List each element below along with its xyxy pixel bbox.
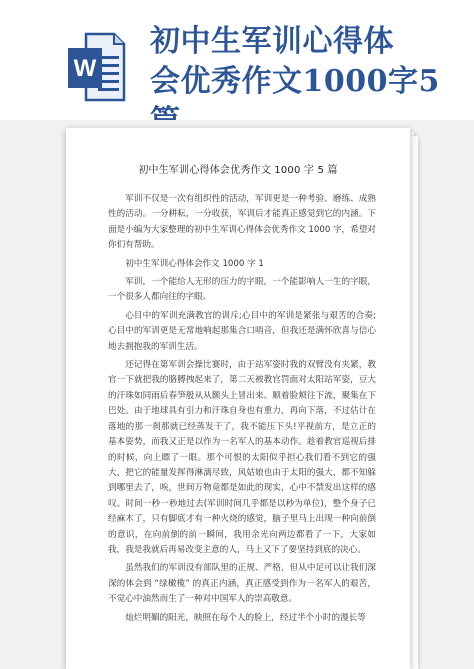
svg-text:W: W (73, 55, 97, 82)
paragraph: 虽然我们的军训没有部队里的正规、严格，但从中足可以让我们深深的体会到 “绿橄榄” 的真正内涵，真正感受到作为一名军人的艰苦，不觉心中油然而生了一种对中国军人的崇高敬意。 (108, 563, 376, 605)
document-page (66, 128, 410, 669)
header-banner (0, 0, 474, 120)
page-title: 初中生军训心得体会优秀作文 1000 字 5 篇 (138, 165, 338, 176)
title-line-1: 初中生军训心得体 (150, 24, 394, 59)
paragraph: 军训，一个能给人无形的压力的字眼，一个能影响人一生的字眼，一个很多人都向往的字眼。 (108, 277, 376, 303)
paragraph: 还记得在第军训会操比赛时，由于站军姿时我的双臂没有夹紧，教官一下就把我的胳膊拽起来了，第二天被教官罚面对太阳站军姿，豆大的汗珠如同雨后春笋般从从额头上冒出来。顺着脸颊往下流，聚集在下巴处。由于地球具有引力和汗珠自身也有重力，再向下落，不过估计在落地的那一刹那就已经蒸发干了，我不能压下头!平视前方，是立正的基本姿势，而我又正是以作为一名军人的基本动作。趁着教官巡视后排的时候，向上瞟了一眼。那个可恨的太阳似乎担心我们看不到它的强大，把它的能量发挥得淋漓尽致，风姑娘也由于太阳的强大，都不知躲到哪里去了，唉，世间万物竟都是如此的现实，心中不禁发出这样的感叹。时间一秒一秒地过去(军训时间几乎都是以秒为单位)，整个身子已经麻木了，只有脚底才有一种火烧的感觉，脑子里马上出现一种向前倒的意识，在向前倒的前一瞬间，我用余光向两边都看了一下，大家如我，我是我就后再易改变主意的人，马上又下了要坚持到底的决心。 (108, 360, 376, 555)
word-document-icon (66, 32, 126, 102)
paragraph: 灿烂明媚的阳光，映照在每个人的脸上，经过半个小时的漫长等 (125, 612, 366, 623)
paragraph-intro: 军训不仅是一次有组织性的活动，军训更是一种考验、磨练、成熟性的活动。一分耕耘，一分收获，军训后才能真正感觉到它的内涵。下面是小编为大家整理的初中生军训心得体会优秀作文 1000 字，希望对你们有帮助。 (108, 194, 376, 251)
section-heading: 初中生军训心得体会作文 1000 字 1 (125, 258, 264, 269)
document-body (108, 192, 376, 629)
title-line-2: 会优秀作文1000字5 (150, 64, 440, 99)
paragraph: 心目中的军训充满教官的训斥;心目中的军训是紧张与艰苦的合奏;心目中的军训更是无常地响起那集合口哨音，但我还是满怀欣喜与信心地去拥抱我的军训生活。 (108, 310, 376, 352)
